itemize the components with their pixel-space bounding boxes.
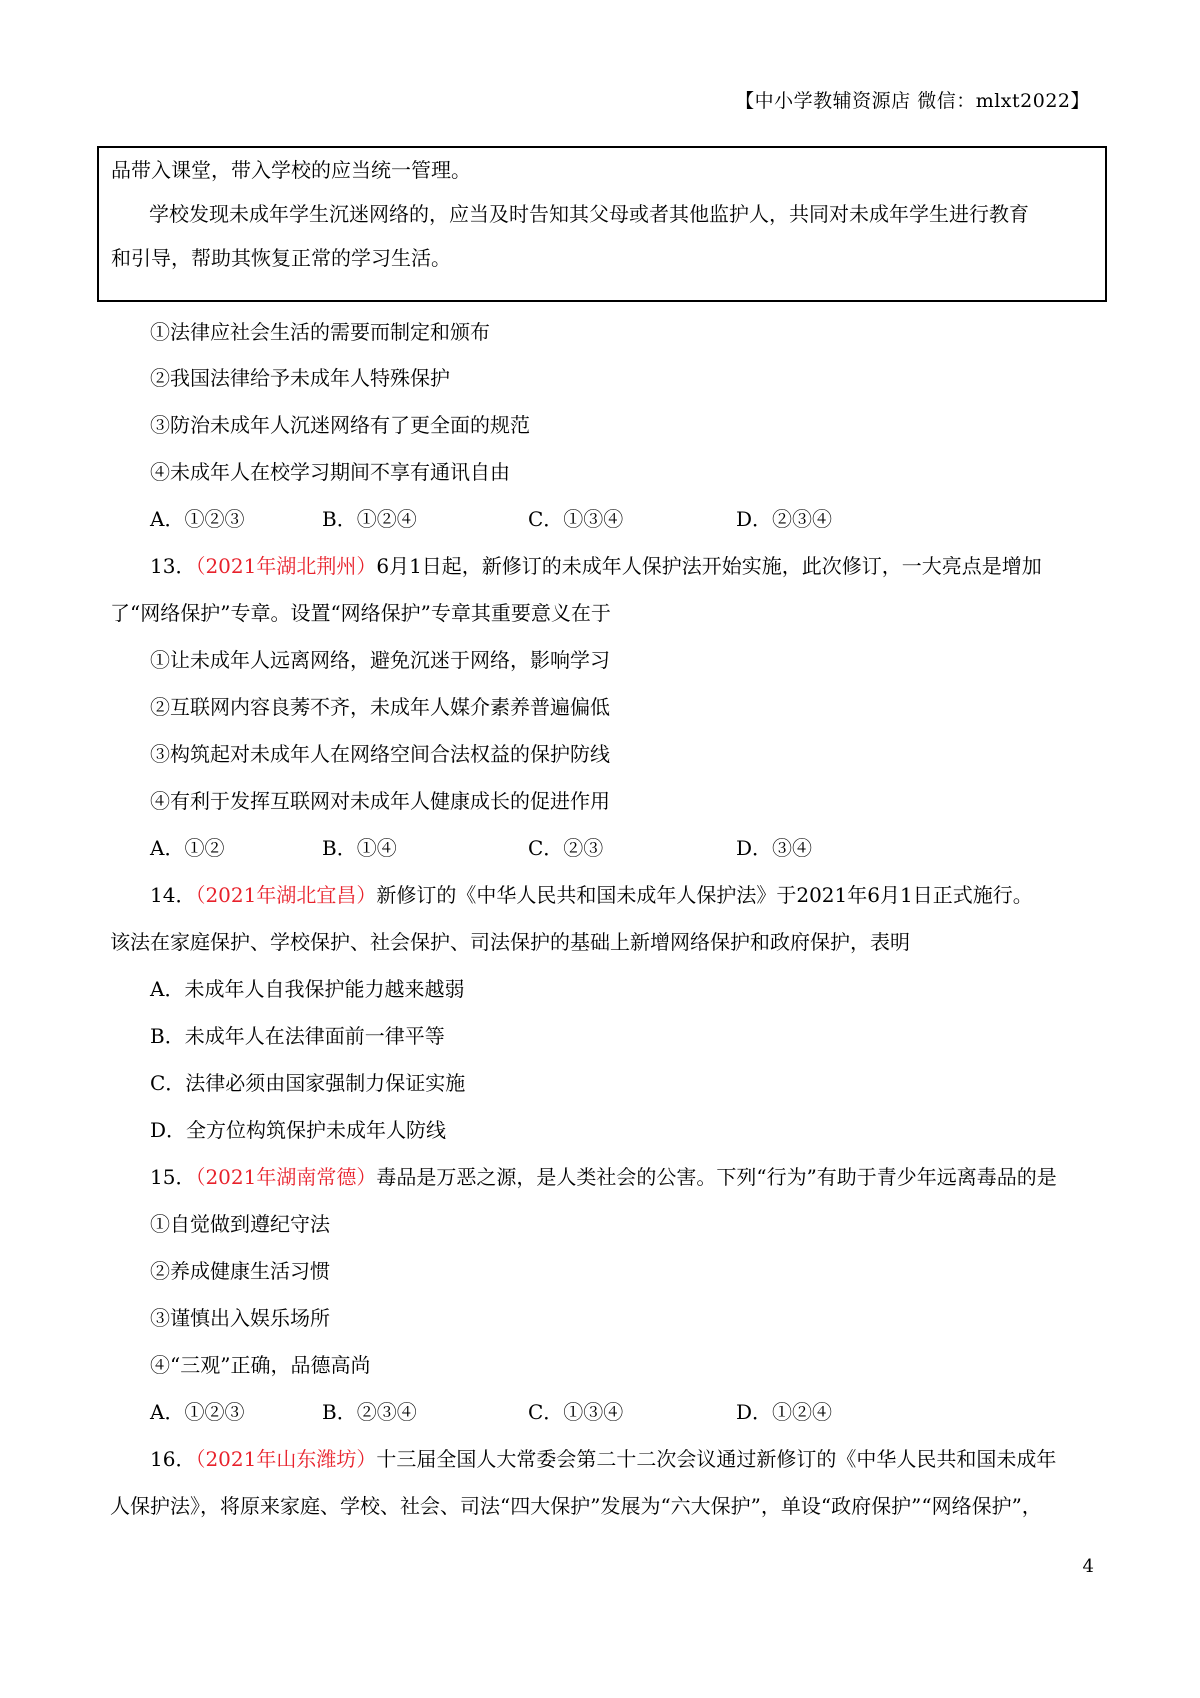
option-a: A．①②: [150, 836, 225, 860]
option-b: B．未成年人在法律面前一律平等: [150, 1024, 445, 1048]
box-line-2: 学校发现未成年学生沉迷网络的，应当及时告知其父母或者其他监护人，共同对未成年学生进行教育: [149, 202, 1029, 226]
question-source: （2021年湖南常德）: [195, 1165, 377, 1189]
list-item: ④有利于发挥互联网对未成年人健康成长的促进作用: [150, 789, 610, 813]
q14-stem-line2: 该法在家庭保护、学校保护、社会保护、司法保护的基础上新增网络保护和政府保护，表明: [110, 930, 910, 954]
question-source: （2021年湖北荆州）: [195, 554, 377, 578]
question-number: 13．: [150, 554, 196, 578]
list-item: ①让未成年人远离网络，避免沉迷于网络，影响学习: [150, 648, 610, 672]
page-number: 4: [1082, 1556, 1094, 1577]
option-d: D．全方位构筑保护未成年人防线: [150, 1118, 447, 1142]
q15-stem-line1: [150, 1161, 1057, 1190]
list-item: ①自觉做到遵纪守法: [150, 1212, 330, 1236]
question-source: （2021年山东潍坊）: [195, 1447, 377, 1471]
q16-stem-line2: 人保护法》，将原来家庭、学校、社会、司法“四大保护”发展为“六大保护”，单设“政府保护”“网络保护”，: [110, 1494, 1042, 1518]
option-b: B．①②④: [322, 507, 417, 531]
list-item: ③构筑起对未成年人在网络空间合法权益的保护防线: [150, 742, 610, 766]
option-a: A．①②③: [150, 507, 245, 531]
question-number: 14．: [150, 883, 196, 907]
question-number: 16．: [150, 1447, 196, 1471]
list-item: ④未成年人在校学习期间不享有通讯自由: [150, 460, 510, 484]
list-item: ②养成健康生活习惯: [150, 1259, 330, 1283]
option-c: C．①③④: [528, 507, 624, 531]
option-b: B．②③④: [322, 1400, 417, 1424]
q16-stem-line1: [150, 1443, 1056, 1472]
q13-stem-line1: [150, 550, 1042, 579]
list-item: ②互联网内容良莠不齐，未成年人媒介素养普遍偏低: [150, 695, 610, 719]
option-d: D．②③④: [736, 507, 833, 531]
option-d: D．③④: [736, 836, 813, 860]
q13-stem-line2: 了“网络保护”专章。设置“网络保护”专章其重要意义在于: [110, 601, 611, 625]
box-line-3: 和引导，帮助其恢复正常的学习生活。: [111, 246, 451, 270]
list-item: ③谨慎出入娱乐场所: [150, 1306, 330, 1330]
q14-stem-line1: [150, 879, 1033, 908]
option-b: B．①④: [322, 836, 397, 860]
question-stem: 6月1日起，新修订的未成年人保护法开始实施，此次修订，一大亮点是增加: [376, 554, 1042, 578]
option-a: A．未成年人自我保护能力越来越弱: [150, 977, 465, 1001]
option-d: D．①②④: [736, 1400, 833, 1424]
page-header: 【中小学教辅资源店 微信：mlxt2022】: [735, 90, 1090, 112]
box-line-1: 品带入课堂，带入学校的应当统一管理。: [111, 158, 471, 182]
question-stem: 新修订的《中华人民共和国未成年人保护法》于2021年6月1日正式施行。: [376, 883, 1033, 907]
list-item: ②我国法律给予未成年人特殊保护: [150, 366, 450, 390]
list-item: ③防治未成年人沉迷网络有了更全面的规范: [150, 413, 530, 437]
option-c: C．②③: [528, 836, 604, 860]
option-a: A．①②③: [150, 1400, 245, 1424]
option-c: C．法律必须由国家强制力保证实施: [150, 1071, 466, 1095]
question-stem: 十三届全国人大常委会第二十二次会议通过新修订的《中华人民共和国未成年: [376, 1447, 1057, 1471]
list-item: ④“三观”正确，品德高尚: [150, 1353, 371, 1377]
list-item: ①法律应社会生活的需要而制定和颁布: [150, 320, 490, 344]
question-stem: 毒品是万恶之源，是人类社会的公害。下列“行为”有助于青少年远离毒品的是: [376, 1165, 1057, 1189]
question-number: 15．: [150, 1165, 196, 1189]
quote-box: [97, 146, 1107, 302]
option-c: C．①③④: [528, 1400, 624, 1424]
question-source: （2021年湖北宜昌）: [195, 883, 377, 907]
